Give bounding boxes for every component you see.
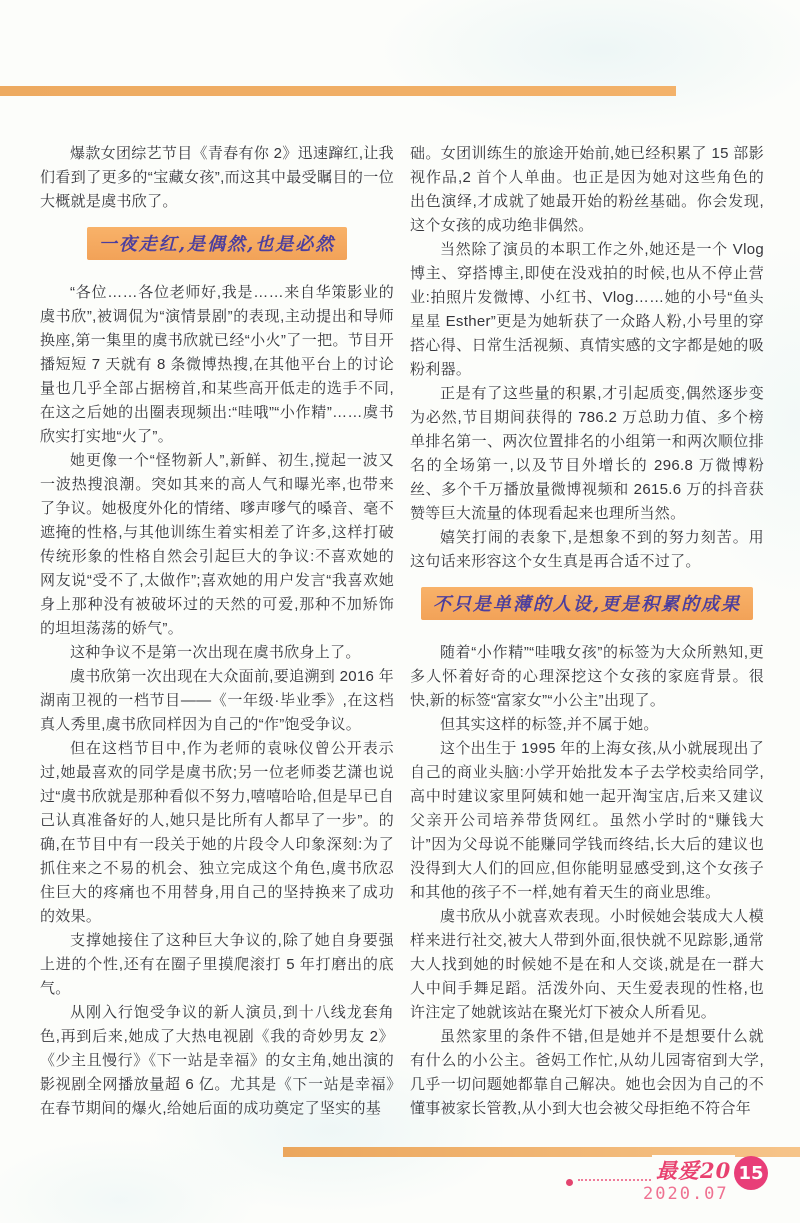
paragraph: 嬉笑打闹的表象下,是想象不到的努力刻苦。用这句话来形容这个女生真是再合适不过了。: [410, 529, 764, 570]
page-number-badge: 15: [734, 1156, 768, 1190]
paragraph: 从刚入行饱受争议的新人演员,到十八线龙套角色,再到后来,她成了大热电视剧《我的奇妙男友 2》《少主且慢行》《下一站是幸福》的女主角,她出演的影视剧全网播放量超 6 亿。尤其是《下一站是幸福》在春节期间的爆火,给她后面的成功奠定了坚实的基: [40, 1004, 394, 1117]
paragraph: 正是有了这些量的积累,才引起质变,偶然逐步变为必然,节目期间获得的 786.2 万总助力值、多个榜单排名第一、两次位置排名的小组第一和两次顺位排名的全场第一,以及节目外增长的 296.8 万微博粉丝、多个千万播放量微博视频和 2615.6 万的抖音获赞等巨大流量的体现看起来也理所当然。: [410, 385, 764, 522]
paragraph: 础。女团训练生的旅途开始前,她已经积累了 15 部影视作品,2 首个人单曲。也正是因为她对这些角色的出色演绎,才成就了她最开始的粉丝基础。你会发现,这个女孩的成功绝非偶然。: [410, 145, 764, 234]
section-heading-text: 一夜走红,是偶然,也是必然: [87, 227, 348, 260]
paragraph: 随着“小作精”“哇哦女孩”的标签为大众所熟知,更多人怀着好奇的心理深挖这个女孩的家庭背景。很快,新的标签“富家女”“小公主”出现了。: [410, 644, 764, 709]
paragraph: 这个出生于 1995 年的上海女孩,从小就展现出了自己的商业头脑:小学开始批发本子去学校卖给同学,高中时建议家里阿姨和她一起开淘宝店,后来又建议父亲开公司培养带货网红。虽然小学时的“赚钱大计”因为父母说不能赚同学钱而终结,长大后的建议也没得到大人们的回应,但你能明显感受到,这个女孩子和其他的孩子不一样,她有着天生的商业思维。: [410, 740, 764, 901]
section-heading: [410, 587, 764, 620]
paragraph: 当然除了演员的本职工作之外,她还是一个 Vlog 博主、穿搭博主,即使在没戏拍的时候,也从不停止营业:拍照片发微博、小红书、Vlog……她的小号“鱼头星星 Esther”更是为她斩获了一众路人粉,小号里的穿搭心得、日常生活视频、真情实感的文字都是她的吸粉利器。: [410, 241, 764, 378]
section-heading: [40, 227, 394, 260]
paragraph: 这种争议不是第一次出现在虞书欣身上了。: [70, 644, 361, 661]
paragraph: 她更像一个“怪物新人”,新鲜、初生,搅起一波又一波热搜浪潮。突如其来的高人气和曝光率,也带来了争议。她极度外化的情绪、嗲声嗲气的嗓音、毫不遮掩的性格,与其他训练生着实相差了许多,这样打破传统形象的性格自然会引起巨大的争议:不喜欢她的网友说“受不了,太做作”;喜欢她的用户发言“我喜欢她身上那种没有被破坏过的天然的可爱,那种不加矫饰的坦坦荡荡的娇气”。: [40, 452, 394, 637]
paragraph: 支撑她接住了这种巨大争议的,除了她自身要强上进的个性,还有在圈子里摸爬滚打 5 年打磨出的底气。: [40, 932, 394, 997]
section-heading-text: 不只是单薄的人设,更是积累的成果: [421, 587, 753, 620]
paragraph: 虽然家里的条件不错,但是她并不是想要什么就有什么的小公主。爸妈工作忙,从幼儿园寄宿到大学,几乎一切问题她都靠自己解决。她也会因为自己的不懂事被家长管教,从小到大也会被父母拒绝不符合年: [410, 1028, 764, 1117]
article-columns: [40, 142, 764, 1121]
footer-dot: [566, 1179, 573, 1186]
paragraph: 爆款女团综艺节目《青春有你 2》迅速蹿红,让我们看到了更多的“宝藏女孩”,而这其中最受瞩目的一位大概就是虞书欣了。: [40, 145, 394, 210]
magazine-logo: 最爱20: [652, 1155, 735, 1185]
issue-date: 2020.07: [643, 1184, 729, 1204]
paragraph: 但在这档节目中,作为老师的袁咏仪曾公开表示过,她最喜欢的同学是虞书欣;另一位老师娄艺潇也说过“虞书欣就是那种看似不努力,嘻嘻哈哈,但是早已自己认真准备好的人,她只是比所有人都早了一步”。的确,在节目中有一段关于她的片段令人印象深刻:为了抓住来之不易的机会、独立完成这个角色,虞书欣忍住巨大的疼痛也不用替身,用自己的坚持换来了成功的效果。: [40, 740, 394, 925]
paragraph: 虞书欣第一次出现在大众面前,要追溯到 2016 年湖南卫视的一档节目——《一年级·毕业季》,在这档真人秀里,虞书欣同样因为自己的“作”饱受争议。: [40, 668, 394, 733]
left-column: [40, 142, 394, 1121]
paragraph: 但其实这样的标签,并不属于她。: [440, 716, 659, 733]
top-divider-rule: [0, 86, 676, 96]
right-column: [410, 142, 764, 1121]
paragraph: 虞书欣从小就喜欢表现。小时候她会装成大人模样来进行社交,被大人带到外面,很快就不见踪影,通常大人找到她的时候她不是在和人交谈,就是在一群大人中间手舞足蹈。活泼外向、天生爱表现的性格,也许注定了她就该站在聚光灯下被众人所看见。: [410, 908, 764, 1021]
paragraph: “各位……各位老师好,我是……来自华策影业的虞书欣”,被调侃为“演情景剧”的表现,主动提出和导师换座,第一集里的虞书欣就已经“小火”了一把。节目开播短短 7 天就有 8 条微博热搜,在其他平台上的讨论量也几乎全部占据榜首,和某些高开低走的选手不同,在这之后她的出圈表现频出:“哇哦”“小作精”……虞书欣实打实地“火了”。: [40, 284, 394, 445]
